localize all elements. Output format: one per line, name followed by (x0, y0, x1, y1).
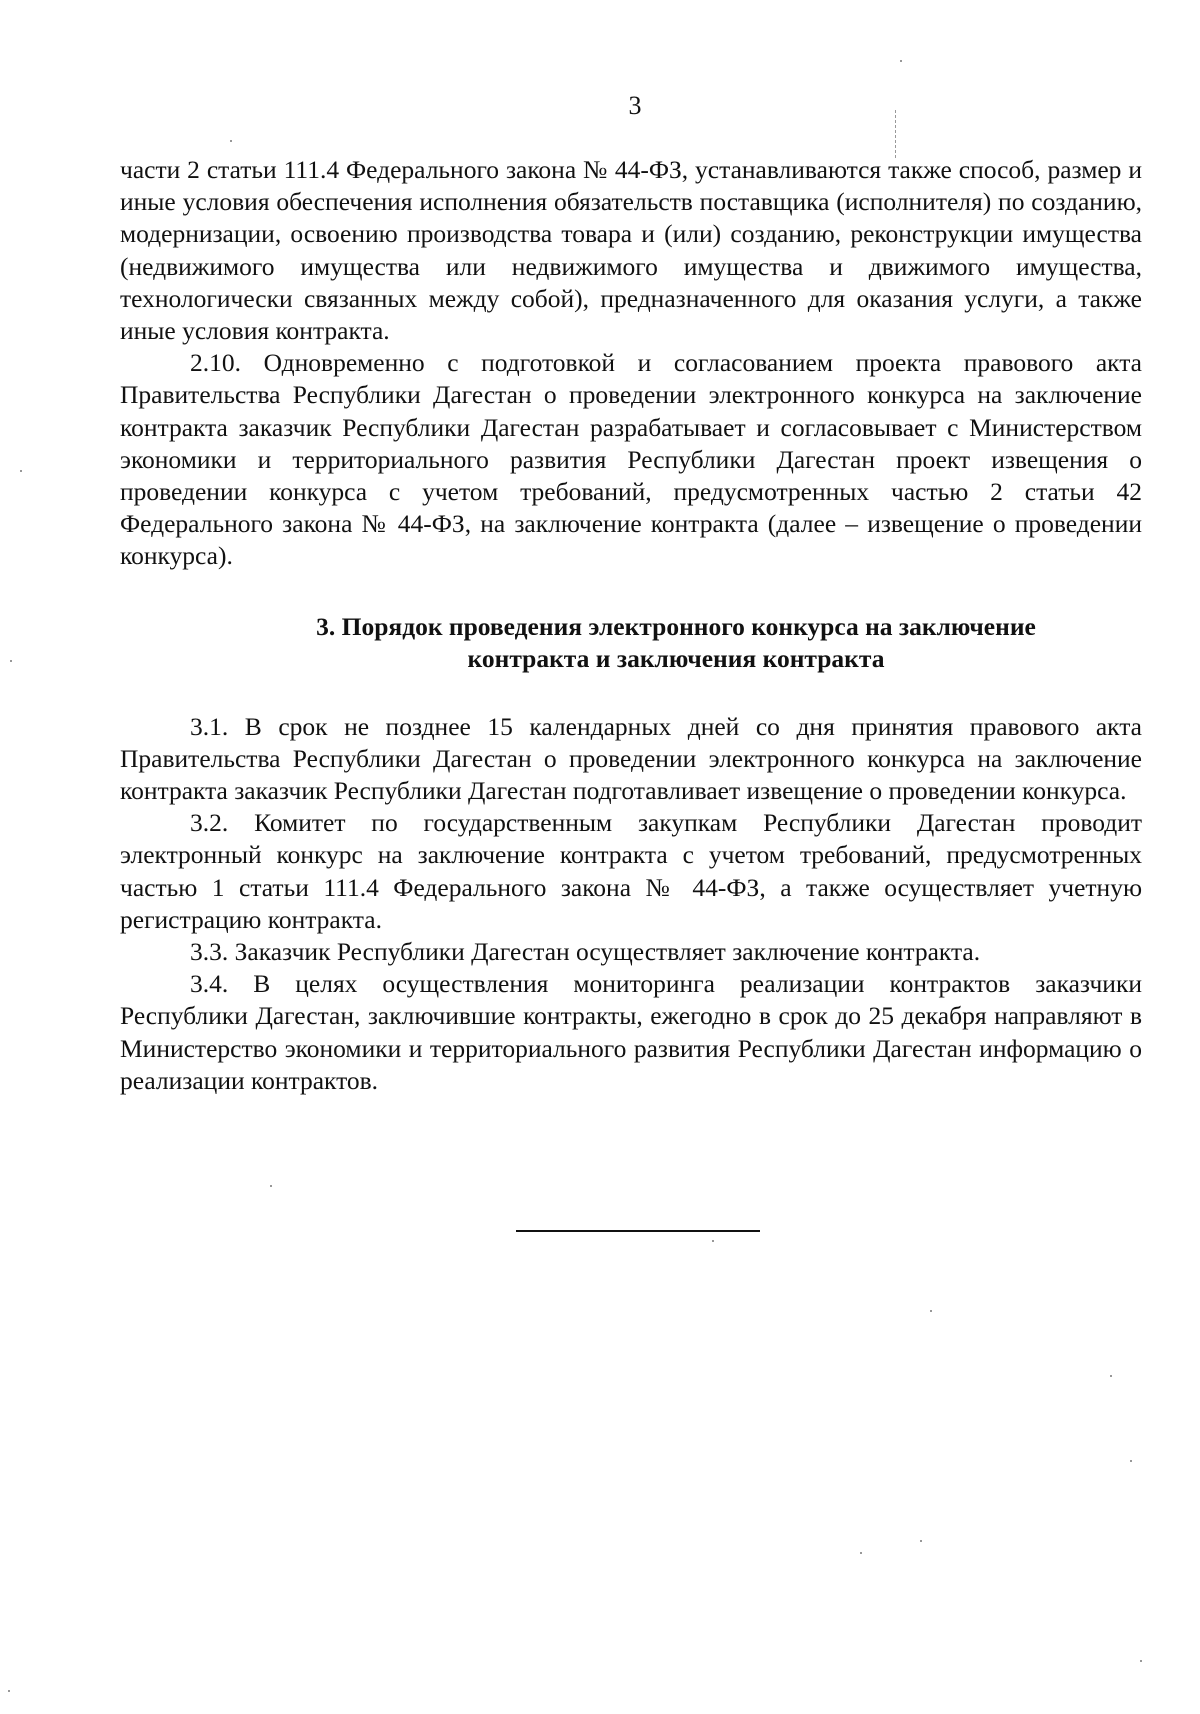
section-heading-line-2: контракта и заключения контракта (467, 643, 885, 673)
scan-speck (712, 1240, 714, 1242)
paragraph-3-4: 3.4. В целях осуществления мониторинга реализации контрактов заказчики Республики Дагестан, заключившие контракты, ежегодно в срок до 25 декабря направляют в Министерство экономики и территориального развития Республики Дагестан информацию о реализации контрактов. (120, 969, 1142, 1095)
section-heading (120, 611, 1142, 675)
section-heading-line-1: 3. Порядок проведения электронного конкурса на заключение (316, 611, 1036, 641)
scan-speck (270, 1185, 272, 1187)
paragraph-3-3: 3.3. Заказчик Республики Дагестан осуществляет заключение контракта. (190, 937, 981, 967)
scan-speck (1140, 1660, 1142, 1662)
paragraph-3-2: 3.2. Комитет по государственным закупкам Республики Дагестан проводит электронный конкурс на заключение контракта с учетом требований, предусмотренных частью 1 статьи 111.4 Федерального закона № 44-ФЗ, а также осуществляет учетную регистрацию контракта. (120, 808, 1142, 934)
scan-speck (20, 470, 22, 472)
end-of-document-rule (516, 1230, 760, 1232)
scan-speck (230, 140, 232, 142)
scan-speck (1130, 1460, 1132, 1462)
document-body (120, 154, 1142, 1097)
scan-speck (860, 1552, 862, 1554)
scan-speck (8, 1690, 10, 1692)
paragraph-2-10: 2.10. Одновременно с подготовкой и согласованием проекта правового акта Правительства Республики Дагестан о проведении электронного конкурса на заключение контракта заказчик Республики Дагестан разрабатывает и согласовывает с Министерством экономики и территориального развития Республики Дагестан проект извещения о проведении конкурса с учетом требований, предусмотренных частью 2 статьи 42 Федерального закона № 44-ФЗ, на заключение контракта (далее – извещение о проведении конкурса). (120, 348, 1142, 571)
paragraph-continuation: части 2 статьи 111.4 Федерального закона № 44-ФЗ, устанавливаются также способ, размер и иные условия обеспечения исполнения обязательств поставщика (исполнителя) по созданию, модернизации, освоению производства товара и (или) созданию, реконструкции имущества (недвижимого имущества или недвижимого имущества и движимого имущества, технологически связанных между собой), предназначенного для оказания услуги, а также иные условия контракта. (120, 155, 1142, 346)
scan-speck (920, 1540, 922, 1542)
scan-speck (10, 660, 12, 662)
paragraph-3-1: 3.1. В срок не позднее 15 календарных дней со дня принятия правового акта Правительства Республики Дагестан о проведении электронного конкурса на заключение контракта заказчик Республики Дагестан подготавливает извещение о проведении конкурса. (120, 711, 1142, 806)
scan-speck (1110, 1375, 1112, 1377)
scan-speck (900, 60, 902, 62)
page-number: 3 (628, 91, 642, 120)
scan-speck (930, 1310, 932, 1312)
